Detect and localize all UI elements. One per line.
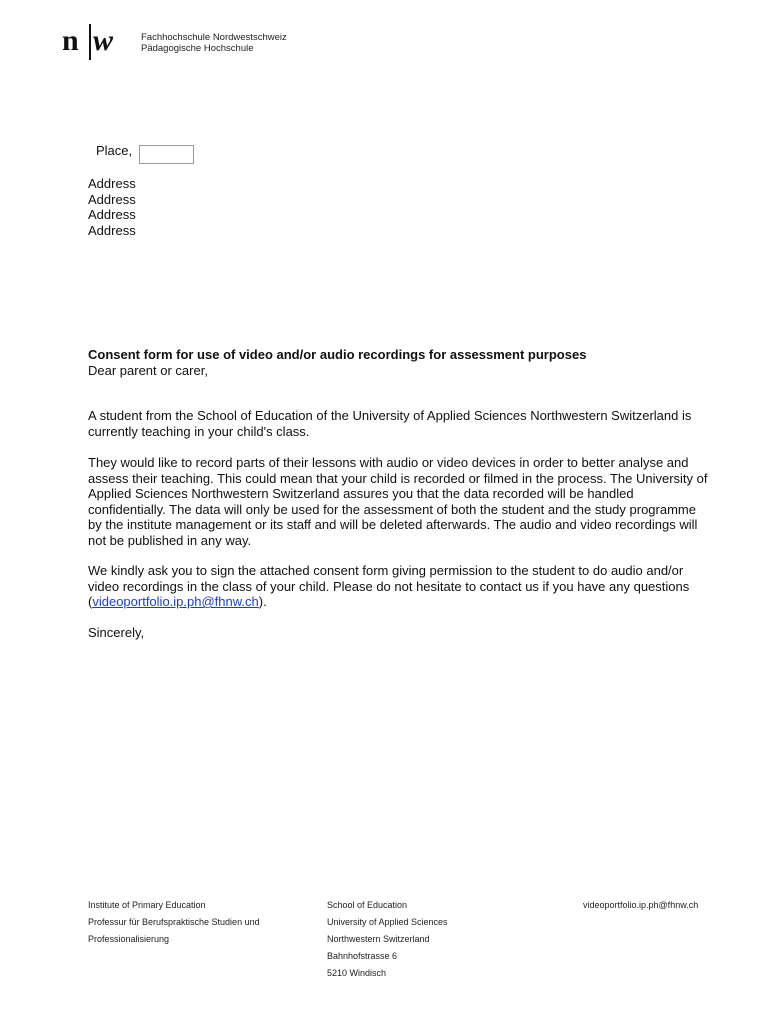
footer-address-line: Bahnhofstrasse 6: [327, 951, 398, 961]
paragraph-intro: A student from the School of Education of the University of Applied Sciences Northwestern Switzerland is currently teaching in your child's class.: [88, 408, 692, 439]
footer-institute-line: Professionalisierung: [88, 934, 170, 944]
organization-name: [141, 32, 287, 54]
paragraph-request-text: We kindly ask you to sign the attached consent form giving permission to the student to do audio and/or video recordings in the class of your child. Please do not hesitate to contact us if you have any questions (: [88, 563, 690, 609]
address-block: [88, 176, 136, 238]
address-line-1: Address: [88, 176, 136, 191]
address-line-3: Address: [88, 207, 136, 222]
letter-title: Consent form for use of video and/or audio recordings for assessment purposes: [88, 347, 587, 362]
footer-address-line: Northwestern Switzerland: [327, 934, 430, 944]
footer-email: videoportfolio.ip.ph@fhnw.ch: [583, 900, 699, 910]
place-input[interactable]: [139, 145, 194, 164]
contact-email-link[interactable]: videoportfolio.ip.ph@fhnw.ch: [92, 594, 259, 609]
address-line-2: Address: [88, 191, 136, 207]
footer-institute: [88, 897, 260, 948]
paragraph-request-end: ).: [258, 594, 267, 609]
footer-institute-line: Professur für Berufspraktische Studien und: [88, 917, 260, 927]
paragraph-recording-purpose: They would like to record parts of their lessons with audio or video devices in order to better analyse and assess their teaching. This could mean that your child is recorded or filmed in the process. The University of Applied Sciences Northwestern Switzerland assures you that the data recorded will be handled confidentially. The data will only be used for the assessment of both the student and the study programme by the institute management or its staff and will be deleted afterwards. The audio and video recordings will not be published in any way.: [88, 455, 708, 548]
footer-contact: [583, 897, 698, 914]
fhnw-logo: [62, 24, 128, 60]
place-label: Place,: [96, 143, 133, 158]
logo-divider: [89, 24, 91, 60]
logo-letter-n: n: [62, 24, 79, 57]
footer-address-line: University of Applied Sciences: [327, 917, 448, 927]
organization-line-2: Pädagogische Hochschule: [141, 43, 254, 54]
footer-address: [327, 897, 448, 982]
address-line-4: Address: [88, 222, 136, 238]
salutation: Dear parent or carer,: [88, 363, 208, 378]
footer-address-line: 5210 Windisch: [327, 968, 387, 978]
footer-institute-line: Institute of Primary Education: [88, 900, 206, 910]
logo-letter-w: w: [93, 24, 114, 57]
paragraph-request: [88, 563, 708, 610]
organization-line-1: Fachhochschule Nordwestschweiz: [141, 32, 287, 43]
closing: Sincerely,: [88, 625, 145, 640]
footer-address-line: School of Education: [327, 900, 408, 910]
